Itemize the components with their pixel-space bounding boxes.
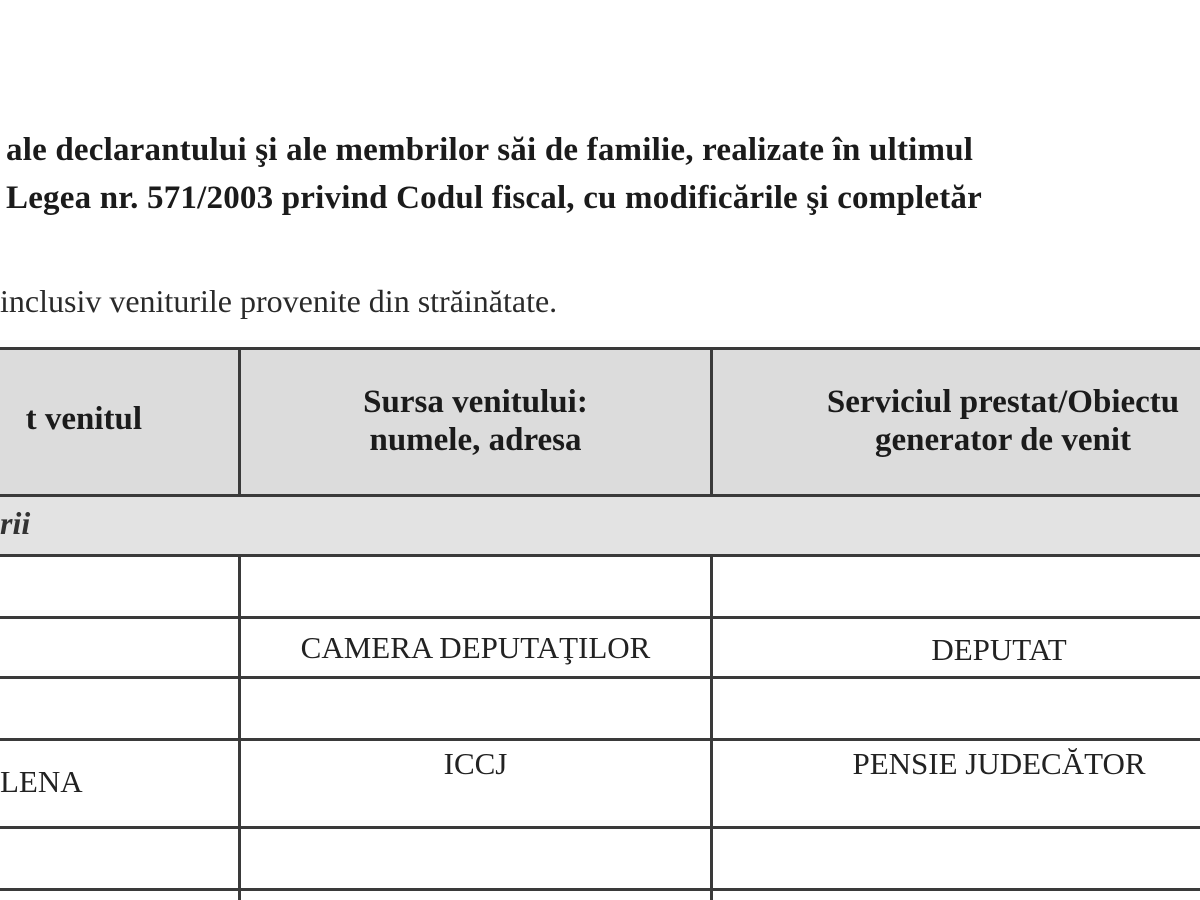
table-cell-service: DEPUTAT: [931, 632, 1067, 667]
header-line: Serviciul prestat/Obiectu: [826, 384, 1180, 420]
table-section-background: [0, 496, 1200, 556]
header-line: generator de venit: [875, 422, 1131, 458]
table-border: [0, 494, 1200, 497]
table-cell-beneficiary: LENA: [0, 764, 83, 799]
table-border: [0, 738, 1200, 741]
header-line: numele, adresa: [369, 422, 582, 458]
table-border: [0, 676, 1200, 679]
income-note: inclusiv veniturile provenite din străinătate.: [0, 283, 558, 319]
column-header-service: [713, 383, 1200, 459]
declaration-heading-line-2: Legea nr. 571/2003 privind Codul fiscal, cu modificările şi completăr: [6, 180, 982, 216]
table-border: [0, 554, 1200, 557]
table-cell-source: ICCJ: [443, 746, 508, 781]
table-cell-service: PENSIE JUDECĂTOR: [852, 746, 1146, 781]
section-label: rii: [0, 505, 31, 541]
table-border: [0, 826, 1200, 829]
table-cell-source: CAMERA DEPUTAŢILOR: [300, 630, 651, 665]
header-line: Sursa venitului:: [363, 384, 588, 420]
table-border: [0, 888, 1200, 891]
column-divider: [238, 554, 241, 900]
table-border: [0, 347, 1200, 350]
column-header-service-text: [713, 383, 1200, 459]
column-header-income: t venitul: [25, 401, 142, 437]
column-divider: [710, 554, 713, 900]
table-border: [0, 616, 1200, 619]
column-header-source: [241, 383, 710, 459]
column-header-source-text: [241, 383, 710, 459]
declaration-heading-line-1: ale declarantului şi ale membrilor săi de familie, realizate în ultimul: [6, 132, 974, 168]
